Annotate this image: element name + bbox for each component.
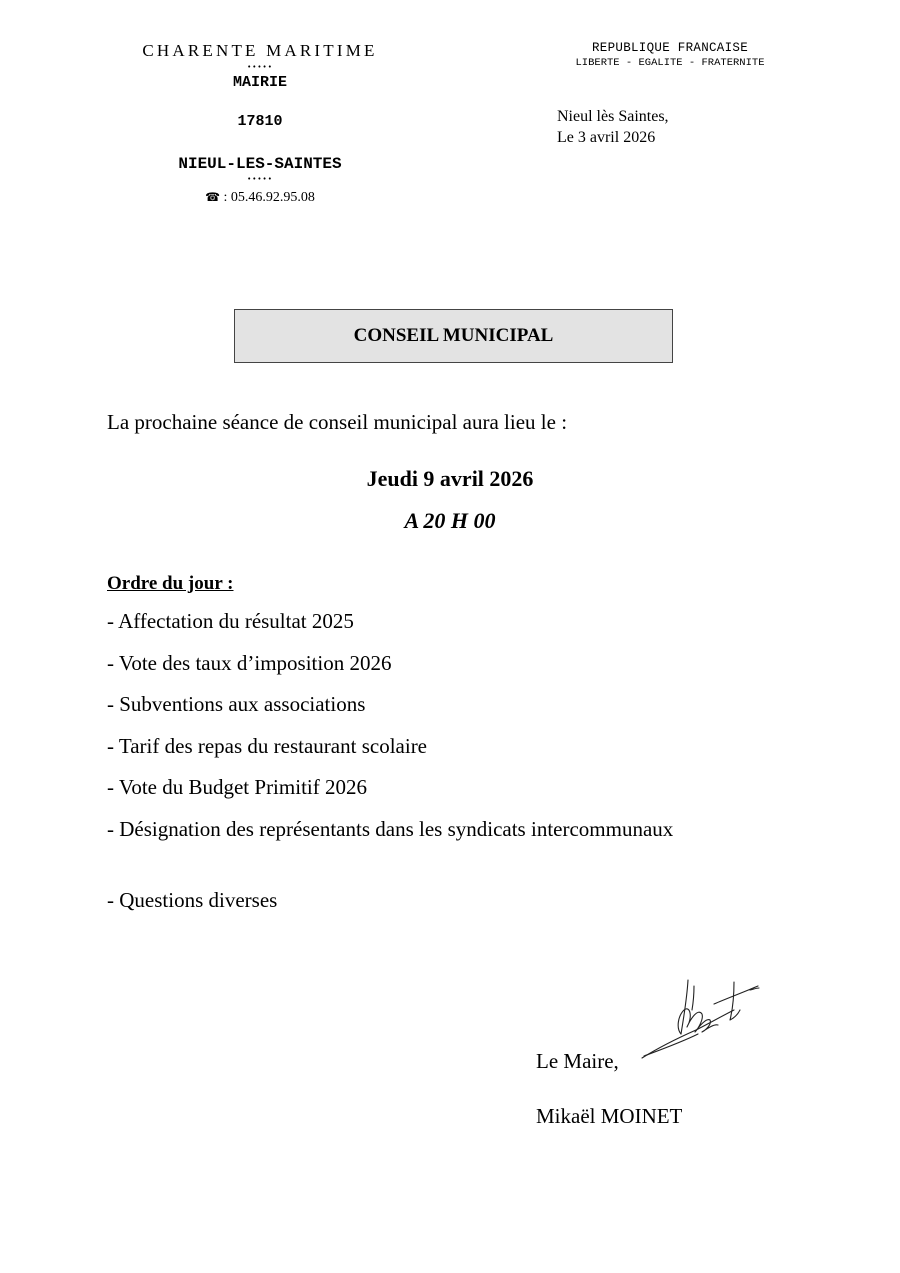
telephone-icon: ☎ [205,190,221,204]
agenda-title: Ordre du jour : [107,573,234,594]
phone-line [110,188,410,207]
agenda-item-misc: - Questions diverses [107,888,278,912]
office-name: MAIRIE [232,74,287,91]
signatory-name: Mikaël MOINET [536,1104,683,1128]
signature-image [638,972,763,1064]
agenda-item: - Vote des taux d’imposition 2026 [107,650,392,675]
separator-dots: ••••• [247,63,273,71]
place-date [557,106,669,148]
phone-number: : 05.46.92.95.08 [223,190,315,205]
republic-name: REPUBLIQUE FRANCAISE [591,41,749,55]
agenda-list [107,607,673,857]
place: Nieul lès Saintes, [557,108,669,125]
agenda-item: - Désignation des représentants dans les syndicats intercommunaux [107,816,674,841]
postal-code: 17810 [237,113,283,130]
title-box [234,309,673,363]
separator-dots: ••••• [247,175,273,183]
letterhead-left [110,40,410,207]
meeting-date: Jeudi 9 avril 2026 [366,466,534,491]
page-title: CONSEIL MUNICIPAL [353,325,554,346]
letterhead-right [540,40,800,70]
agenda-item: - Vote du Budget Primitif 2026 [107,775,367,800]
agenda-item: - Tarif des repas du restaurant scolaire [107,733,428,758]
town-name: NIEUL-LES-SAINTES [178,155,342,173]
signatory-role: Le Maire, [536,1049,619,1073]
department-name: CHARENTE MARITIME [142,41,378,60]
meeting-time: A 20 H 00 [404,508,496,533]
republic-motto: LIBERTE - EGALITE - FRATERNITE [575,57,765,69]
agenda-item: - Affectation du résultat 2025 [107,609,354,633]
date: Le 3 avril 2026 [557,129,656,146]
intro-text: La prochaine séance de conseil municipal aura lieu le : [107,410,568,434]
agenda-item: - Subventions aux associations [107,692,366,717]
